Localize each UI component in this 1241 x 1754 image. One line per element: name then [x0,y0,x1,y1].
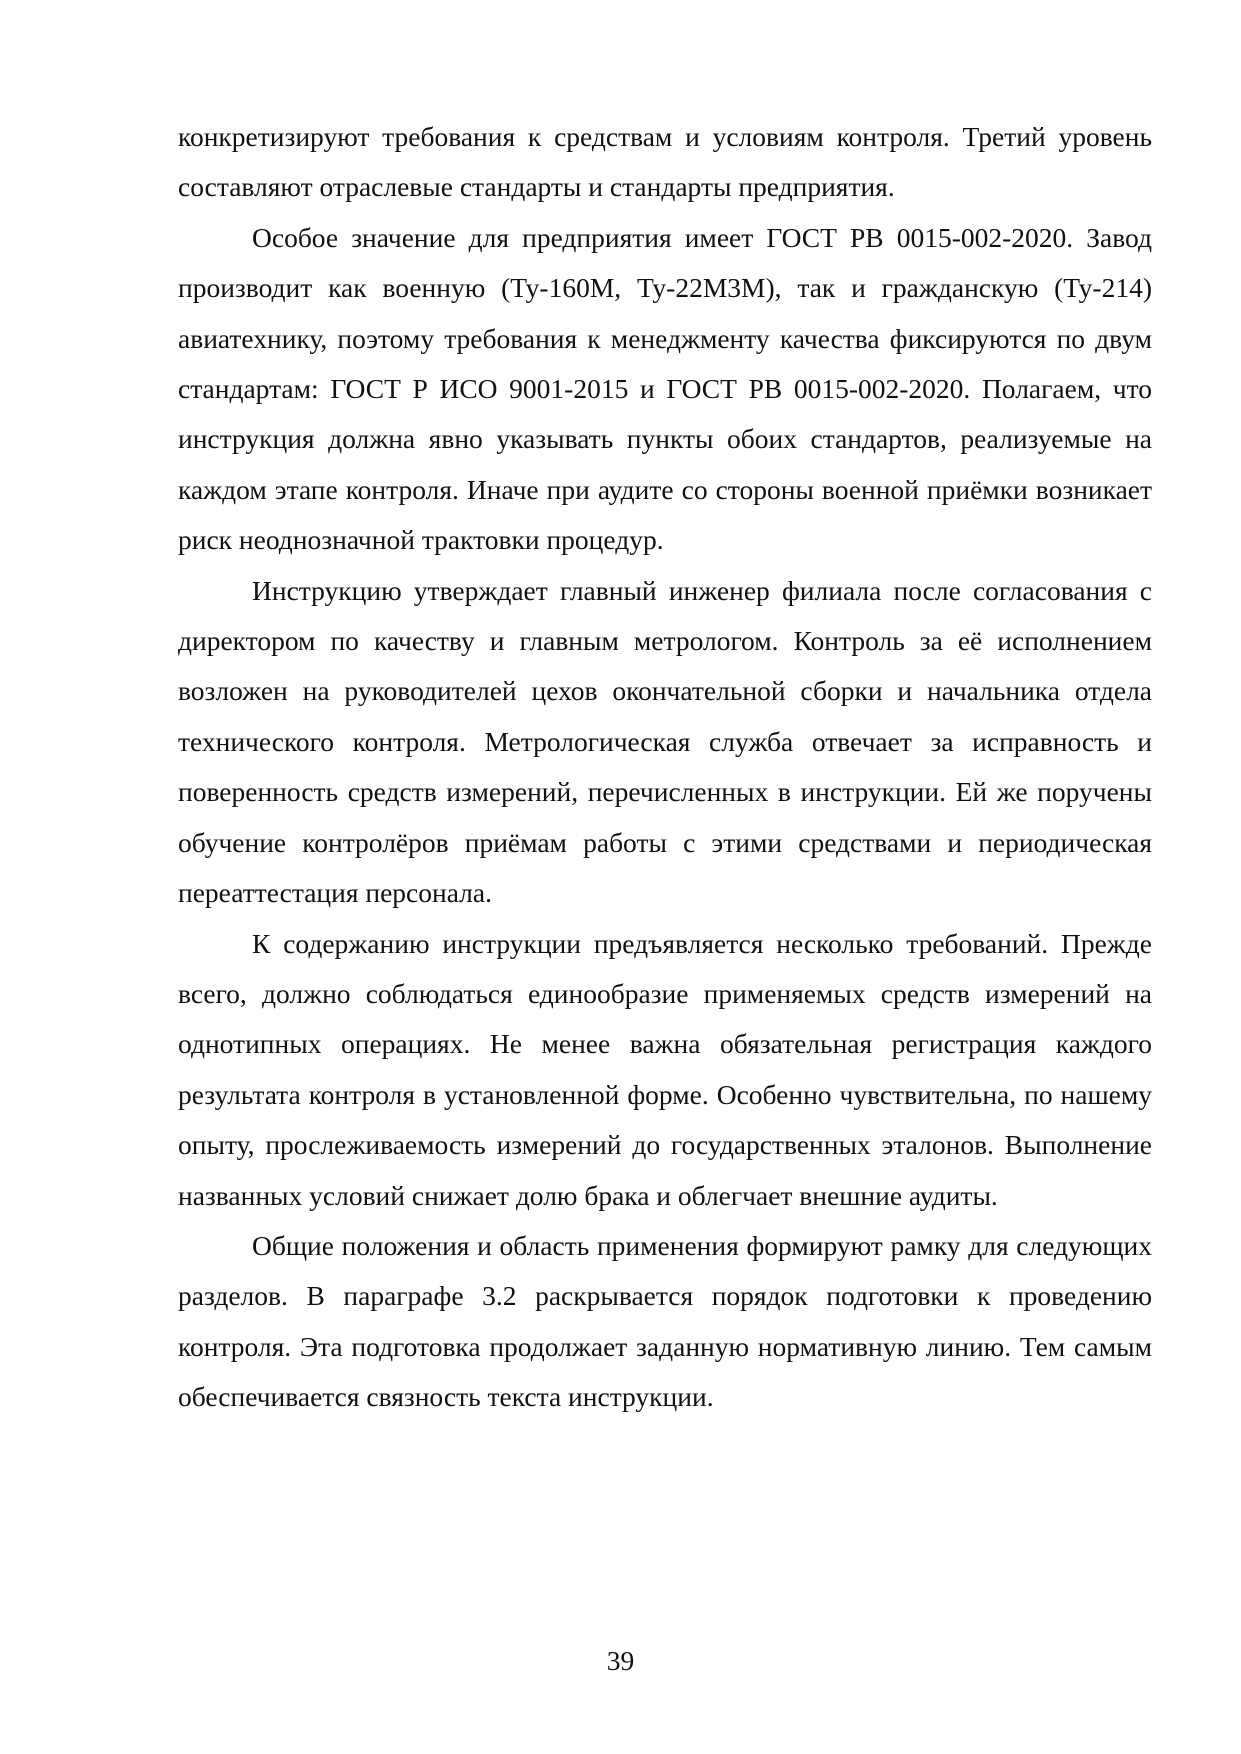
paragraph-gost-standards: Особое значение для предприятия имеет ГОСТ РВ 0015-002-2020. Завод производит как военную (Ту-160М, Ту-22М3М), так и гражданскую (Ту-214) авиатехнику, поэтому требования к менеджменту качества фиксируются по двум стандартам: ГОСТ Р ИСО 9001-2015 и ГОСТ РВ 0015-002-2020. Полагаем, что инструкция должна явно указывать пункты обоих стандартов, реализуемые на каждом этапе контроля. Иначе при аудите со стороны военной приёмки возникает риск неоднозначной трактовки процедур. [178,221,1152,556]
page-number: 39 [606,1645,635,1676]
paragraph-approval-responsibility: Инструкцию утверждает главный инженер филиала после согласования с директором по качеству и главным метрологом. Контроль за её исполнением возложен на руководителей цехов окончательной сборки и начальника отдела технического контроля. Метрологическая служба отвечает за исправность и поверенность средств измерений, перечисленных в инструкции. Ей же поручены обучение контролёров приёмам работы с этими средствами и периодическая переаттестация персонала. [178,574,1152,909]
paragraph-general-provisions: Общие положения и область применения формируют рамку для следующих разделов. В параграфе 3.2 раскрывается порядок подготовки к проведению контроля. Эта подготовка продолжает заданную нормативную линию. Тем самым обеспечивается связность текста инструкции. [178,1229,1152,1413]
paragraph-continuation: конкретизируют требования к средствам и условиям контроля. Третий уровень составляют отраслевые стандарты и стандарты предприятия. [178,121,1152,203]
document-body [178,112,1152,1423]
paragraph-content-requirements: К содержанию инструкции предъявляется несколько требований. Прежде всего, должно соблюдаться единообразие применяемых средств измерений на однотипных операциях. Не менее важна обязательная регистрация каждого результата контроля в установленной форме. Особенно чувствительна, по нашему опыту, прослеживаемость измерений до государственных эталонов. Выполнение названных условий снижает долю брака и облегчает внешние аудиты. [178,927,1152,1211]
